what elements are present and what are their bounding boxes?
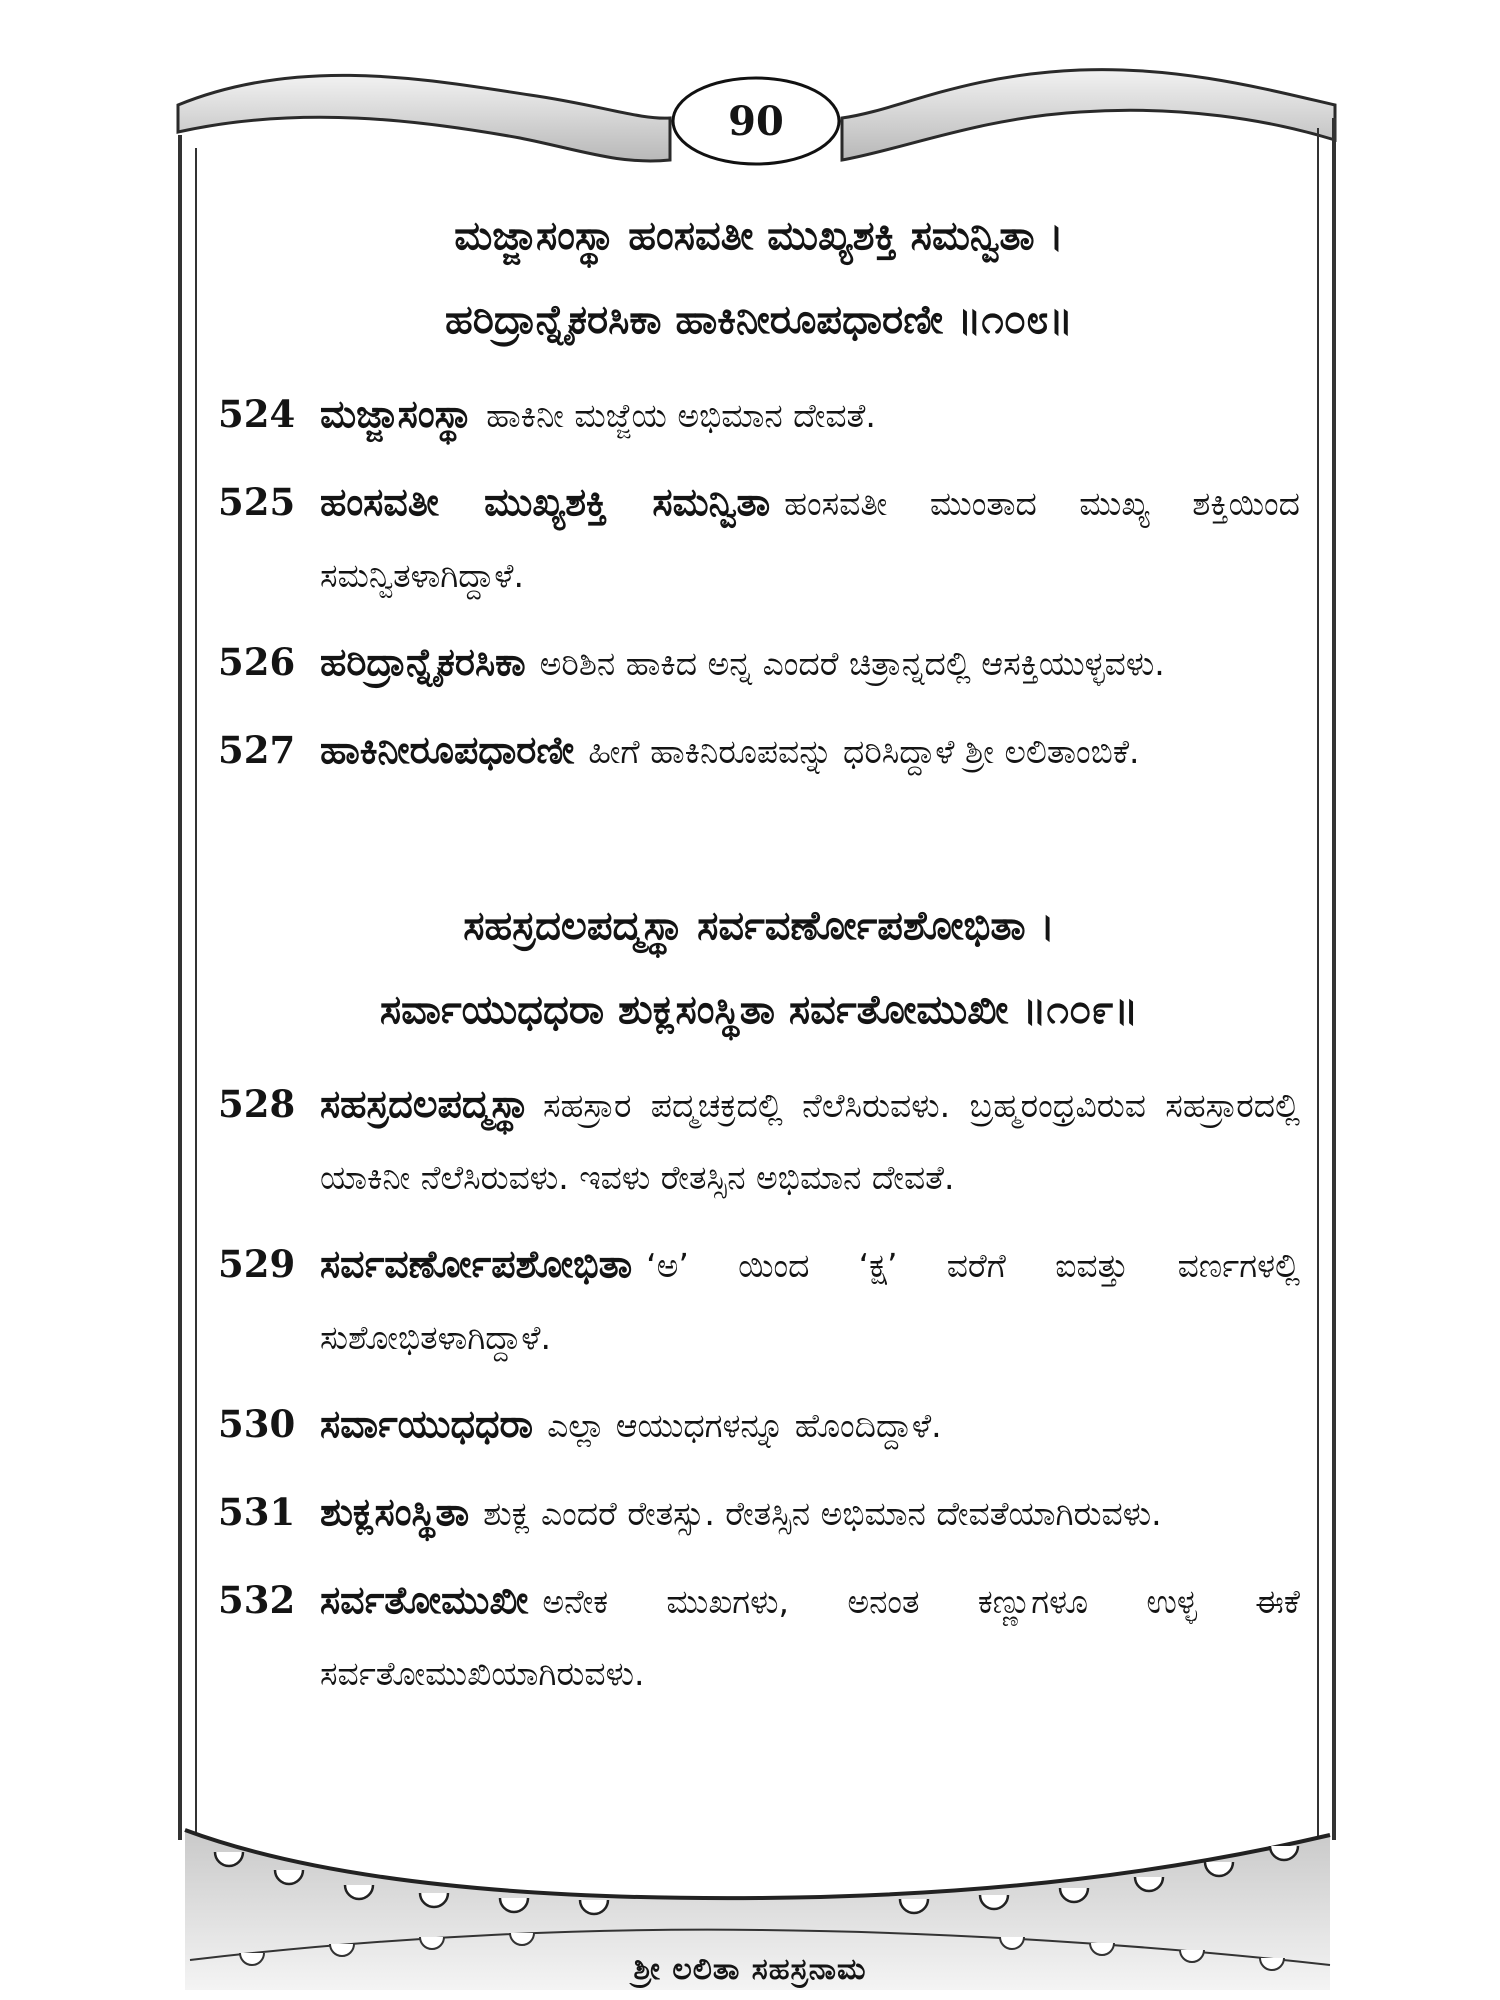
entry-528 [218,1068,1300,1214]
shloka-line: ಮಜ್ಜಾಸಂಸ್ಥಾ ಹಂಸವತೀ ಮುಖ್ಯಶಕ್ತಿ ಸಮನ್ವಿತಾ । [454,213,1064,259]
entry-list [218,378,1300,788]
entry-527 [218,714,1300,788]
shloka-line: ಸರ್ವಾಯುಧಧರಾ ಶುಕ್ಲಸಂಸ್ಥಿತಾ ಸರ್ವತೋಮುಖೀ ॥೧೦೯॥ [379,987,1139,1033]
entry-text: ಹೀಗೆ ಹಾಕಿನಿರೂಪವನ್ನು ಧರಿಸಿದ್ದಾಳೆ ಶ್ರೀ ಲಲಿತಾಂಬಿಕೆ. [588,732,1140,771]
entry-530 [218,1388,1300,1462]
entry-term: ಸರ್ವಾಯುಧಧರಾ [320,1402,534,1446]
top-ribbon-left [178,75,670,161]
entry-529 [218,1228,1300,1374]
entry-number: 532 [218,1578,296,1622]
entry-number: 531 [218,1490,296,1534]
page-content [218,190,1300,1724]
entry-term: ಹಾಕಿನೀರೂಪಧಾರಣೀ [320,728,575,772]
entry-text: ಅರಿಶಿನ ಹಾಕಿದ ಅನ್ನ ಎಂದರೆ ಚಿತ್ರಾನ್ನದಲ್ಲಿ ಆಸಕ್ತಿಯುಳ್ಳವಳು. [539,644,1165,683]
entry-list [218,1068,1300,1710]
entry-524 [218,378,1300,452]
book-title-footer: ಶ್ರೀ ಲಲಿತಾ ಸಹಸ್ರನಾಮ [633,1952,867,1987]
entry-number: 526 [218,640,296,684]
entry-text: ‘ಅ’ ಯಿಂದ ‘ಕ್ಷ’ ವರೆಗೆ ಐವತ್ತು ವರ್ಣಗಳಲ್ಲಿ ಸುಶೋಭಿತಳಾಗಿದ್ದಾಳೆ. [320,1246,1300,1357]
entry-531 [218,1476,1300,1550]
entry-text: ಸಹಸ್ರಾರ ಪದ್ಮಚಕ್ರದಲ್ಲಿ ನೆಲೆಸಿರುವಳು. ಬ್ರಹ್ಮರಂಧ್ರವಿರುವ ಸಹಸ್ರಾರದಲ್ಲಿ ಯಾಕಿನೀ ನೆಲೆಸಿರುವಳು. ಇವಳು ರೇತಸ್ಸಿನ ಅಭಿಮಾನ ದೇವತೆ. [320,1086,1300,1197]
page-number: 90 [728,97,784,145]
entry-text: ಹಾಕಿನೀ ಮಜ್ಜೆಯ ಅಭಿಮಾನ ದೇವತೆ. [486,396,876,435]
entry-number: 529 [218,1242,296,1286]
entry-term: ಸಹಸ್ರದಲಪದ್ಮಸ್ಥಾ [320,1082,529,1126]
entry-number: 525 [218,480,296,524]
entry-number: 530 [218,1402,296,1446]
top-ribbon-right [842,70,1335,160]
shloka-108 [218,194,1300,362]
shloka-109 [218,884,1300,1052]
entry-text: ಹಂಸವತೀ ಮುಂತಾದ ಮುಖ್ಯ ಶಕ್ತಿಯಿಂದ ಸಮನ್ವಿತಳಾಗಿದ್ದಾಳೆ. [320,484,1300,595]
entry-term: ಸರ್ವವರ್ಣೋಪಶೋಭಿತಾ [320,1242,633,1286]
entry-number: 524 [218,392,296,436]
entry-text: ಶುಕ್ಲ ಎಂದರೆ ರೇತಸ್ಸು. ರೇತಸ್ಸಿನ ಅಭಿಮಾನ ದೇವತೆಯಾಗಿರುವಳು. [483,1494,1162,1533]
entry-532 [218,1564,1300,1710]
entry-term: ಮಜ್ಜಾಸಂಸ್ಥಾ [320,392,473,436]
shloka-line: ಹರಿದ್ರಾನ್ನೈಕರಸಿಕಾ ಹಾಕಿನೀರೂಪಧಾರಣೀ ॥೧೦೮॥ [445,297,1073,343]
shloka-line: ಸಹಸ್ರದಲಪದ್ಮಸ್ಥಾ ಸರ್ವವರ್ಣೋಪಶೋಭಿತಾ । [463,903,1055,949]
entry-term: ಹರಿದ್ರಾನ್ನೈಕರಸಿಕಾ [320,640,526,684]
entry-number: 528 [218,1082,296,1126]
entry-term: ಸರ್ವತೋಮುಖೀ [320,1578,529,1622]
entry-term: ಶುಕ್ಲಸಂಸ್ಥಿತಾ [320,1490,470,1534]
entry-525 [218,466,1300,612]
entry-term: ಹಂಸವತೀ ಮುಖ್ಯಶಕ್ತಿ ಸಮನ್ವಿತಾ [320,480,771,524]
entry-526 [218,626,1300,700]
entry-number: 527 [218,728,296,772]
entry-text: ಎಲ್ಲಾ ಆಯುಧಗಳನ್ನೂ ಹೊಂದಿದ್ದಾಳೆ. [547,1406,942,1445]
entry-text: ಅನೇಕ ಮುಖಗಳು, ಅನಂತ ಕಣ್ಣುಗಳೂ ಉಳ್ಳ ಈಕೆ ಸರ್ವತೋಮುಖಿಯಾಗಿರುವಳು. [320,1582,1300,1693]
